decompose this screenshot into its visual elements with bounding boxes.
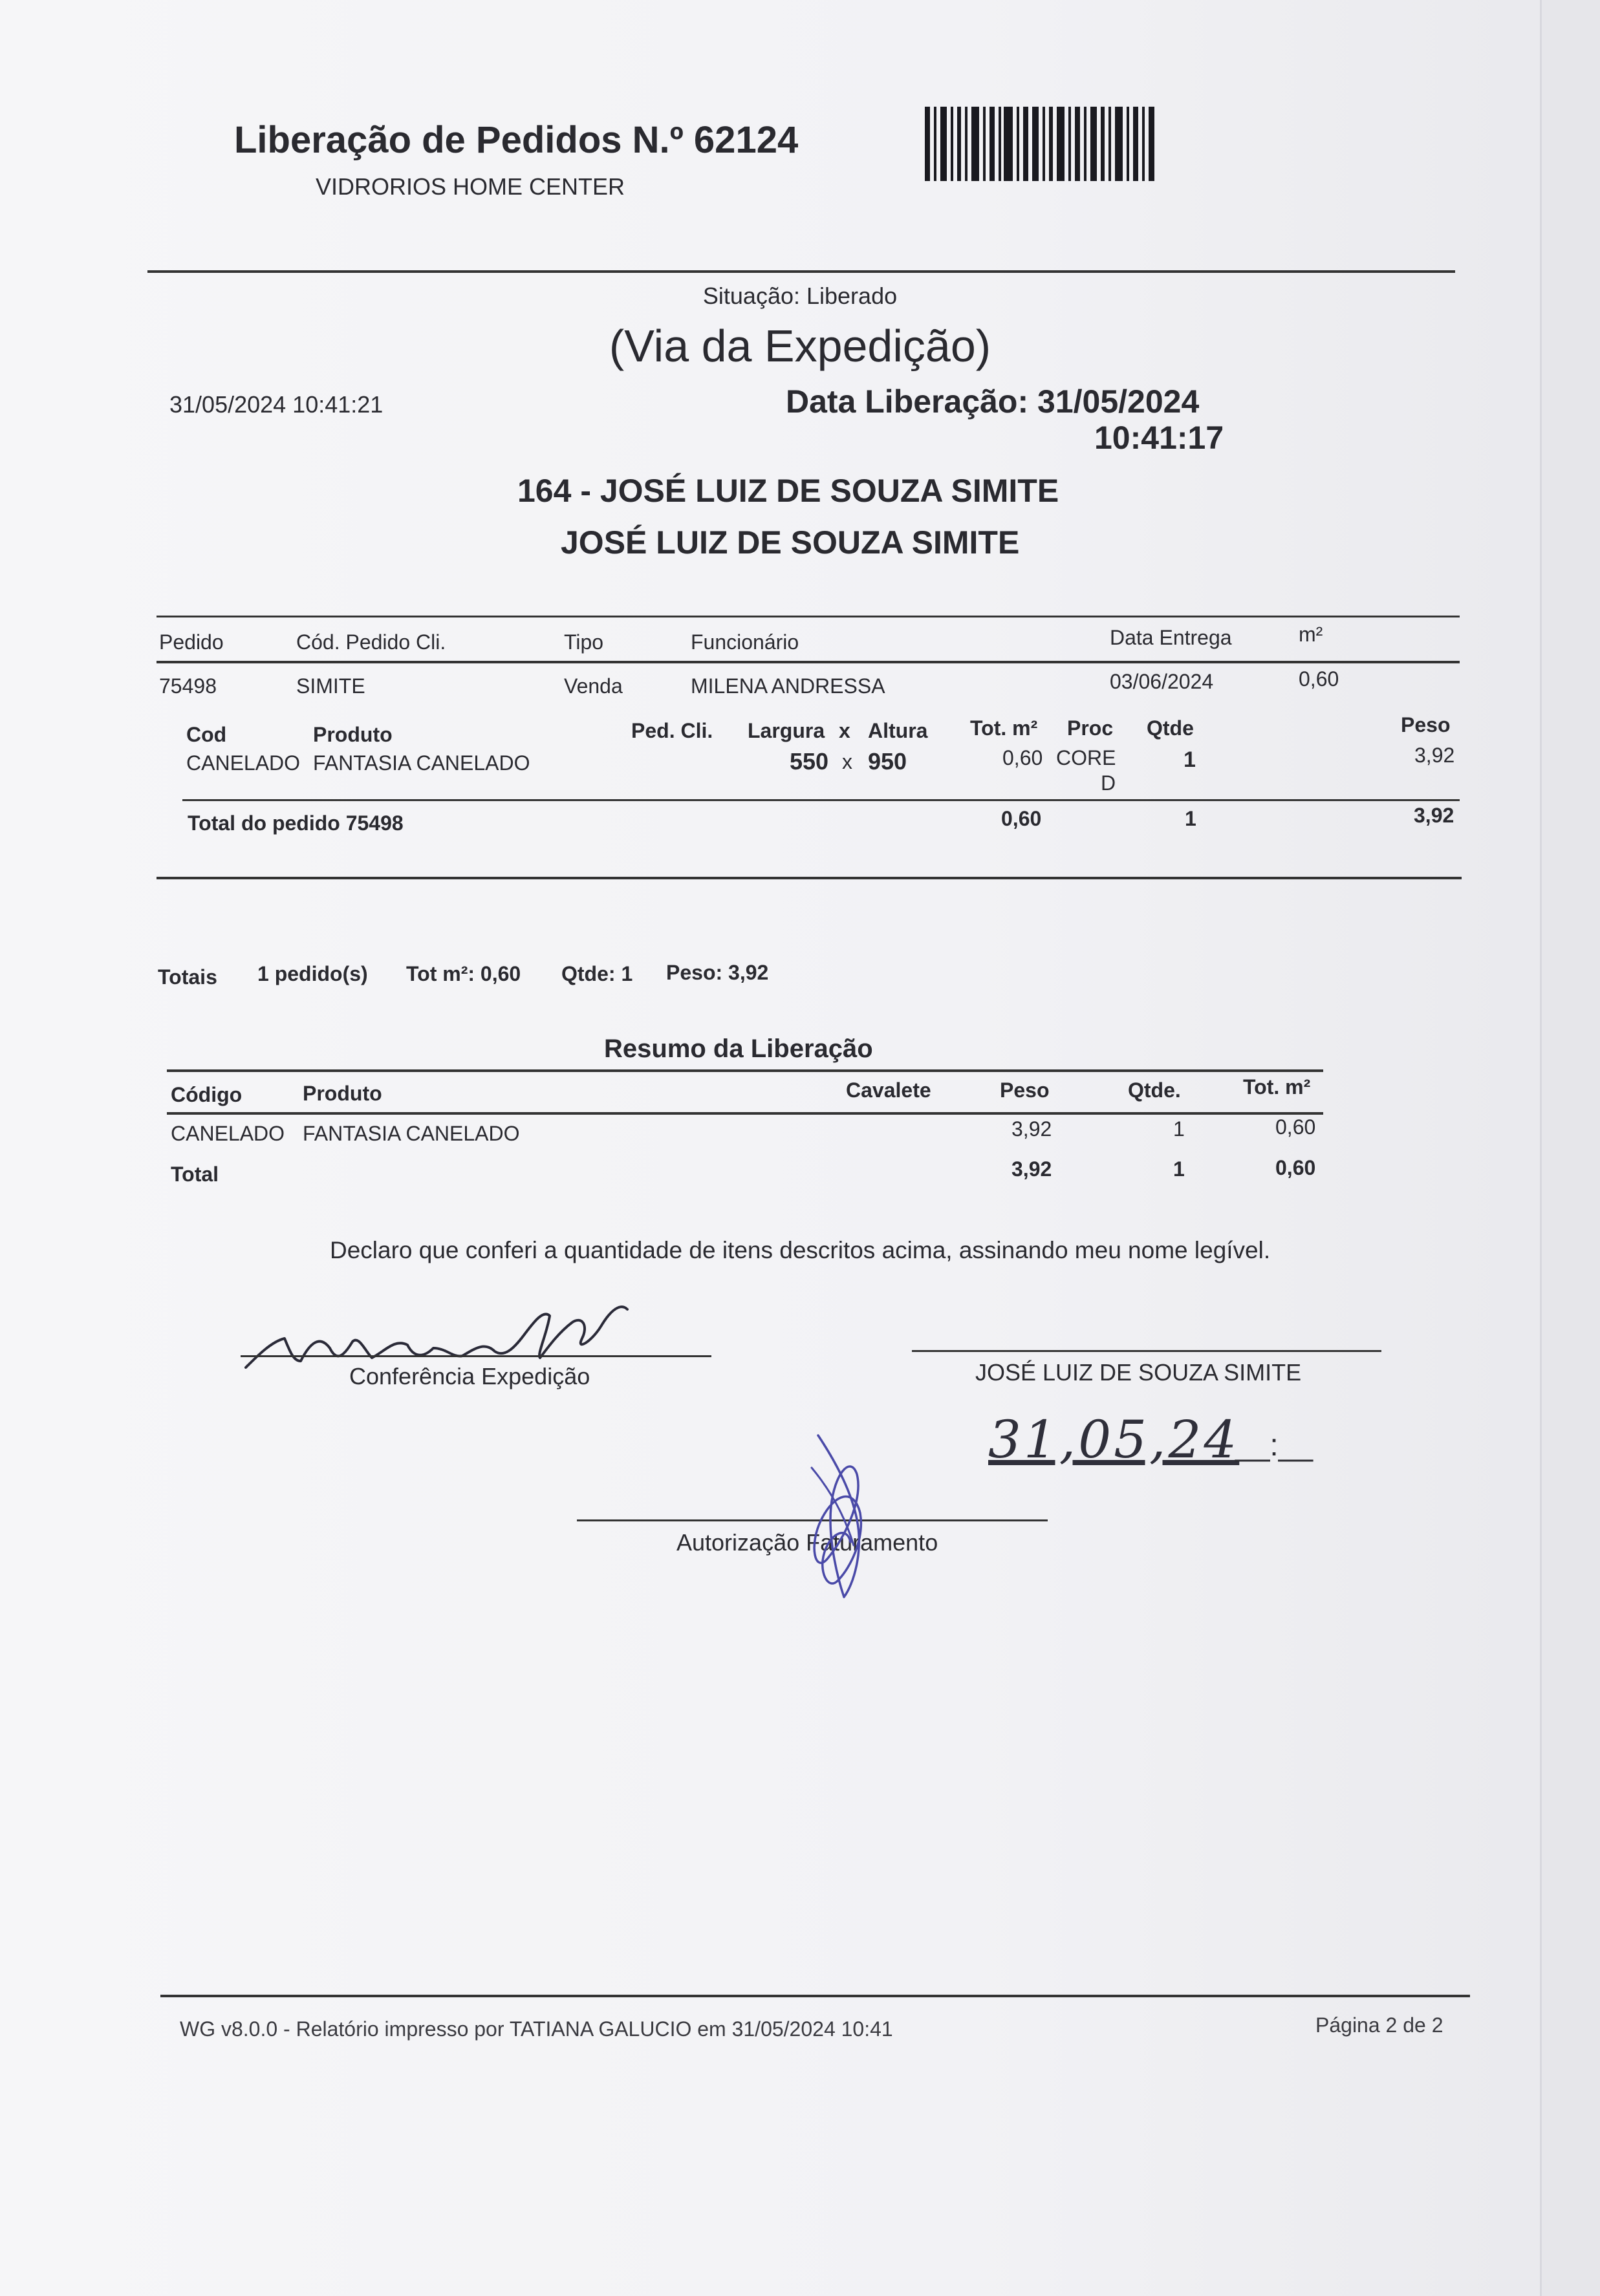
resumo-col-tot-m2: Tot. m² bbox=[1243, 1075, 1311, 1099]
col-data-entrega: Data Entrega bbox=[1110, 626, 1232, 649]
handwritten-date: 31,05,24 bbox=[988, 1410, 1240, 1470]
footer-rule bbox=[160, 1995, 1470, 1997]
col-pedido: Pedido bbox=[159, 630, 224, 654]
totais-peso: Peso: 3,92 bbox=[666, 961, 769, 984]
col-cod-pedido-cli: Cód. Pedido Cli. bbox=[296, 630, 446, 654]
document-title: Liberação de Pedidos N.º 62124 bbox=[234, 119, 799, 161]
resumo-col-cavalete: Cavalete bbox=[846, 1078, 931, 1102]
header-rule bbox=[147, 270, 1455, 273]
item-col-x: x bbox=[839, 719, 850, 742]
item-col-produto: Produto bbox=[313, 723, 393, 746]
item-col-ped-cli: Ped. Cli. bbox=[631, 719, 713, 742]
item-proc-value-line2: D bbox=[1101, 771, 1116, 795]
item-qtde-value: 1 bbox=[1184, 747, 1196, 772]
resumo-total-peso: 3,92 bbox=[1011, 1157, 1052, 1181]
data-liberacao-time: 10:41:17 bbox=[1094, 420, 1224, 456]
handwritten-signature-conferencia bbox=[239, 1296, 660, 1374]
item-cod-value: CANELADO bbox=[186, 751, 301, 775]
resumo-title: Resumo da Liberação bbox=[604, 1035, 873, 1063]
barcode-image bbox=[925, 107, 1154, 181]
item-col-peso: Peso bbox=[1401, 713, 1451, 736]
item-largura-value: 550 bbox=[790, 748, 829, 775]
via-label: (Via da Expedição) bbox=[609, 321, 991, 371]
order-table-header-rule bbox=[157, 661, 1460, 663]
resumo-total-qtde: 1 bbox=[1173, 1157, 1185, 1181]
data-liberacao: Data Liberação: 31/05/2024 bbox=[786, 383, 1200, 420]
item-total-rule bbox=[182, 799, 1460, 801]
order-table-top-rule bbox=[157, 616, 1460, 617]
declaration-text: Declaro que conferi a quantidade de itens descritos acima, assinando meu nome legível. bbox=[330, 1237, 1271, 1263]
totais-label: Totais bbox=[158, 965, 217, 989]
resumo-tot-m2-value: 0,60 bbox=[1275, 1115, 1316, 1139]
cliente-signature-line bbox=[912, 1350, 1381, 1352]
situacao-label: Situação: Liberado bbox=[702, 283, 898, 309]
col-m2: m² bbox=[1299, 623, 1323, 646]
item-peso-value: 3,92 bbox=[1414, 744, 1455, 767]
resumo-qtde-value: 1 bbox=[1173, 1117, 1185, 1141]
order-total-peso: 3,92 bbox=[1414, 804, 1454, 827]
resumo-produto-value: FANTASIA CANELADO bbox=[303, 1122, 520, 1145]
funcionario-value: MILENA ANDRESSA bbox=[691, 674, 885, 698]
cod-pedido-cli-value: SIMITE bbox=[296, 674, 365, 698]
order-table-bottom-rule bbox=[157, 877, 1462, 879]
footer-report-text: WG v8.0.0 - Relatório impresso por TATIANA GALUCIO em 31/05/2024 10:41 bbox=[180, 2017, 893, 2041]
data-entrega-value: 03/06/2024 bbox=[1110, 670, 1214, 693]
resumo-codigo-value: CANELADO bbox=[171, 1122, 285, 1145]
resumo-col-qtde: Qtde. bbox=[1128, 1078, 1181, 1102]
order-total-label: Total do pedido 75498 bbox=[188, 811, 404, 835]
totais-qtde: Qtde: 1 bbox=[561, 962, 633, 985]
order-total-qtde: 1 bbox=[1185, 807, 1196, 830]
footer-page-number: Página 2 de 2 bbox=[1315, 2013, 1443, 2037]
item-tot-m2-value: 0,60 bbox=[1002, 746, 1043, 769]
client-code-name: 164 - JOSÉ LUIZ DE SOUZA SIMITE bbox=[517, 473, 1059, 509]
totais-pedidos: 1 pedido(s) bbox=[257, 962, 368, 985]
resumo-total-label: Total bbox=[171, 1163, 219, 1186]
item-col-proc: Proc bbox=[1067, 716, 1114, 740]
company-name: VIDRORIOS HOME CENTER bbox=[316, 173, 625, 200]
order-total-m2: 0,60 bbox=[1001, 807, 1042, 830]
item-produto-value: FANTASIA CANELADO bbox=[313, 751, 530, 775]
tipo-value: Venda bbox=[564, 674, 623, 698]
conferencia-signature-line bbox=[241, 1355, 711, 1357]
time-blank: __:__ bbox=[1235, 1428, 1314, 1463]
item-col-qtde: Qtde bbox=[1147, 716, 1194, 740]
item-altura-value: 950 bbox=[868, 748, 907, 775]
item-proc-value-line1: CORE bbox=[1056, 746, 1116, 769]
item-col-altura: Altura bbox=[868, 719, 928, 742]
item-col-largura: Largura bbox=[748, 719, 825, 742]
client-name: JOSÉ LUIZ DE SOUZA SIMITE bbox=[561, 524, 1020, 561]
item-x-value: x bbox=[842, 750, 852, 773]
resumo-total-tot-m2: 0,60 bbox=[1275, 1156, 1316, 1179]
m2-value: 0,60 bbox=[1299, 667, 1339, 691]
printed-datetime: 31/05/2024 10:41:21 bbox=[169, 391, 384, 418]
totais-tot-m2: Tot m²: 0,60 bbox=[406, 962, 521, 985]
resumo-col-peso: Peso bbox=[1000, 1078, 1050, 1102]
resumo-col-codigo: Código bbox=[171, 1083, 243, 1106]
item-col-tot-m2: Tot. m² bbox=[970, 716, 1038, 740]
item-col-cod: Cod bbox=[186, 723, 227, 746]
handwritten-signature-autorizacao bbox=[792, 1429, 876, 1604]
cliente-name-label: JOSÉ LUIZ DE SOUZA SIMITE bbox=[975, 1359, 1302, 1386]
conferencia-label: Conferência Expedição bbox=[349, 1363, 590, 1389]
resumo-top-rule bbox=[167, 1069, 1323, 1072]
resumo-col-produto: Produto bbox=[303, 1082, 382, 1105]
resumo-peso-value: 3,92 bbox=[1011, 1117, 1052, 1141]
col-tipo: Tipo bbox=[564, 630, 604, 654]
pedido-value: 75498 bbox=[159, 674, 217, 698]
autorizacao-label: Autorização Faturamento bbox=[676, 1529, 938, 1556]
resumo-header-rule bbox=[167, 1112, 1323, 1115]
col-funcionario: Funcionário bbox=[691, 630, 799, 654]
